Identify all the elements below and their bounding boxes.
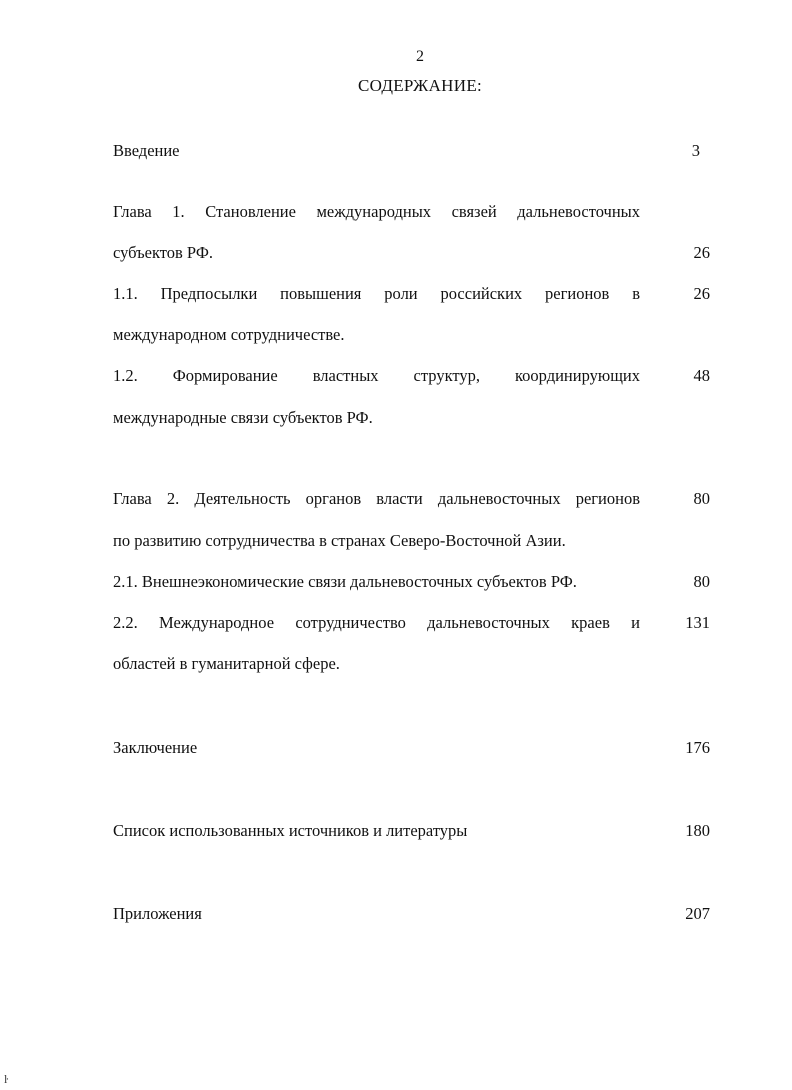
- toc-page-intro: 3: [691, 141, 700, 160]
- toc-page-appendix: 207: [685, 904, 710, 923]
- toc-page-sources: 180: [685, 821, 710, 840]
- toc-entry-conclusion: Заключение: [113, 738, 198, 757]
- toc-title: СОДЕРЖАНИЕ:: [357, 76, 483, 95]
- toc-entry-chapter-1-line-1: Глава 1. Становление международных связей дальневосточных: [113, 202, 640, 221]
- toc-entry-section-2-2-line-2: областей в гуманитарной сфере.: [113, 654, 340, 673]
- toc-page-section-2-1: 80: [693, 572, 710, 591]
- toc-entry-section-1-1-line-2: международном сотрудничестве.: [113, 325, 345, 344]
- toc-entry-chapter-2-line-1: Глава 2. Деятельность органов власти дальневосточных регионов: [113, 489, 640, 508]
- toc-page-section-1-2: 48: [693, 366, 710, 385]
- toc-page-chapter-2: 80: [693, 489, 710, 508]
- toc-page-chapter-1: 26: [693, 243, 710, 262]
- toc-entry-section-1-2-line-1: 1.2. Формирование властных структур, координирующих: [113, 366, 640, 385]
- toc-entry-appendix: Приложения: [113, 904, 202, 923]
- toc-entry-section-2-2-line-1: 2.2. Международное сотрудничество дальневосточных краев и: [113, 613, 640, 632]
- toc-entry-chapter-1-line-2: субъектов РФ.: [113, 243, 213, 262]
- toc-page-section-2-2: 131: [685, 613, 710, 632]
- toc-entry-chapter-2-line-2: по развитию сотрудничества в странах Северо-Восточной Азии.: [113, 531, 566, 550]
- toc-page-conclusion: 176: [685, 738, 710, 757]
- scan-corner-mark: ŀ: [4, 1072, 9, 1086]
- page-number: 2: [416, 48, 424, 65]
- toc-entry-section-1-1-line-1: 1.1. Предпосылки повышения роли российских регионов в: [113, 284, 640, 303]
- toc-page-section-1-1: 26: [693, 284, 710, 303]
- toc-entry-section-1-2-line-2: международные связи субъектов РФ.: [113, 408, 373, 427]
- toc-entry-sources: Список использованных источников и литературы: [113, 821, 468, 840]
- toc-entry-intro: Введение: [113, 141, 180, 160]
- toc-entry-section-2-1: 2.1. Внешнеэкономические связи дальневосточных субъектов РФ.: [113, 572, 577, 591]
